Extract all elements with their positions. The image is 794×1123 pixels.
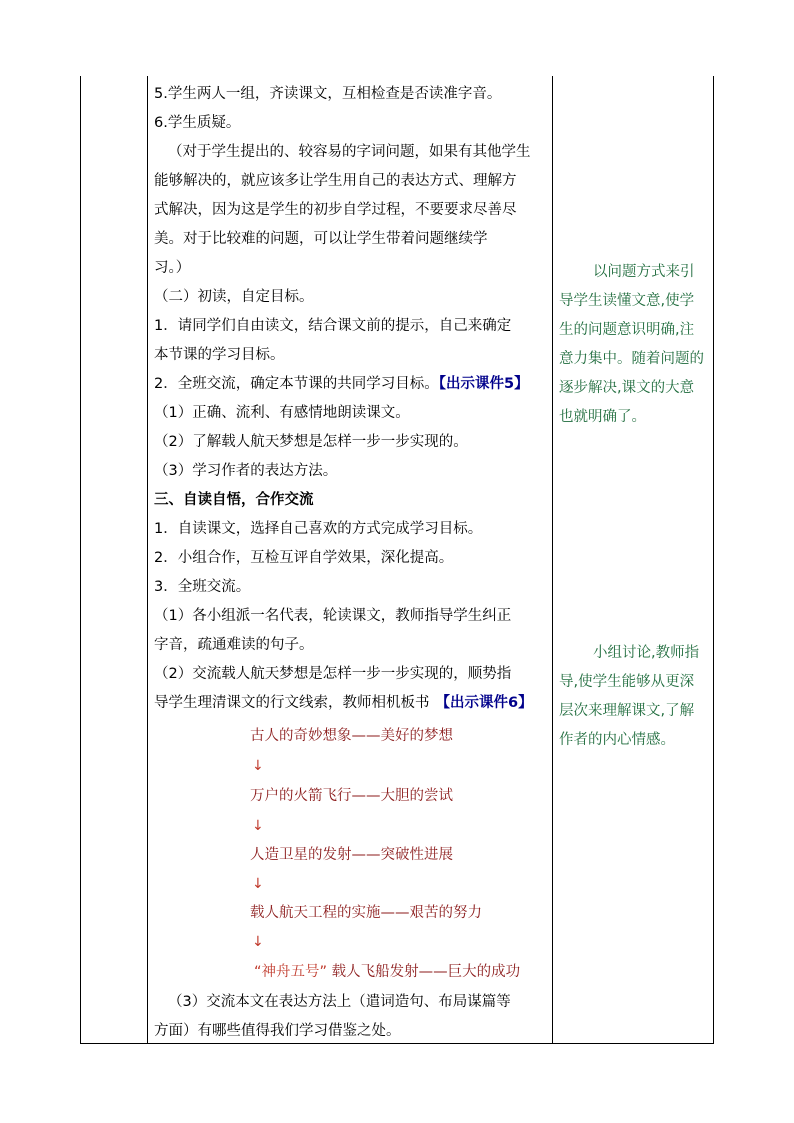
note-line: 生的问题意识明确,注 <box>559 322 695 338</box>
goal-item: （3）学习作者的表达方法。 <box>154 463 338 479</box>
text-line: 2．小组合作，互检互评自学效果，深化提高。 <box>154 550 454 566</box>
text-line: 方面）有哪些值得我们学习借鉴之处。 <box>154 1023 401 1039</box>
text-span: 2．全班交流，确定本节课的共同学习目标。 <box>154 376 439 392</box>
text-line <box>154 370 529 399</box>
shenzhou-quote: “神舟五号” <box>254 964 328 980</box>
goal-item: （1）正确、流利、有感情地朗读课文。 <box>154 405 410 421</box>
text-line: 6.学生质疑。 <box>154 115 241 131</box>
note-block-1 <box>559 258 713 432</box>
flow-arrow: ↓ <box>252 876 264 892</box>
flow-step: 人造卫星的发射——突破性进展 <box>250 847 453 863</box>
note-line: 以问题方式来引 <box>593 264 695 280</box>
note-line: 导,使学生能够从更深 <box>559 674 695 690</box>
note-line: 也就明确了。 <box>559 409 646 425</box>
text-line: （2）交流载人航天梦想是怎样一步一步实现的，顺势指 <box>154 666 512 682</box>
note-line: 逐步解决,课文的大意 <box>559 380 695 396</box>
text-line: 5.学生两人一组，齐读课文，互相检查是否读准字音。 <box>154 86 502 102</box>
text-line: 1．自读课文，选择自己喜欢的方式完成学习目标。 <box>154 521 483 537</box>
text-line: 字音，疏通难读的句子。 <box>154 637 314 653</box>
note-line: 小组讨论,教师指 <box>593 645 700 661</box>
text-line: 能够解决的，就应该多让学生用自己的表达方式、理解方 <box>154 173 517 189</box>
subsection-heading: （二）初读，自定目标。 <box>154 289 314 305</box>
table-right-border <box>713 76 714 1044</box>
text-line: （对于学生提出的、较容易的字词问题，如果有其他学生 <box>168 144 531 160</box>
text-line: 1．请同学们自由读文，结合课文前的提示，自己来确定 <box>154 318 512 334</box>
note-line: 导学生读懂文意,使学 <box>559 293 695 309</box>
note-line: 意力集中。随着问题的 <box>559 351 704 367</box>
text-span: 导学生理清课文的行文线索，教师相机板书 <box>154 695 430 711</box>
note-line: 作者的内心情感。 <box>559 732 675 748</box>
courseware-tag: 【出示课件5】 <box>438 376 529 392</box>
text-line: （3）交流本文在表达方法上（遣词造句、布局谋篇等 <box>168 994 511 1010</box>
flow-arrow: ↓ <box>252 758 264 774</box>
flow-arrow: ↓ <box>252 818 264 834</box>
note-block-2 <box>559 639 713 755</box>
flow-step: 万户的火箭飞行——大胆的尝试 <box>250 788 453 804</box>
flow-arrow: ↓ <box>252 934 264 950</box>
text-line: 本节课的学习目标。 <box>154 347 285 363</box>
flow-step: 古人的奇妙想象——美好的梦想 <box>250 728 453 744</box>
flow-step <box>254 958 520 987</box>
section-heading: 三、自读自悟，合作交流 <box>154 492 314 508</box>
table-bottom-border <box>80 1043 714 1044</box>
note-line: 层次来理解课文,了解 <box>559 703 695 719</box>
table-left-border <box>80 76 81 1044</box>
courseware-tag: 【出示课件6】 <box>435 695 533 711</box>
goal-item: （2）了解载人航天梦想是怎样一步一步实现的。 <box>154 434 468 450</box>
text-line: 美。对于比较难的问题，可以让学生带着问题继续学 <box>154 231 488 247</box>
flow-step: 载人航天工程的实施——艰苦的努力 <box>250 905 482 921</box>
text-line <box>154 689 533 718</box>
flow-text: 载人飞船发射——巨大的成功 <box>331 964 521 980</box>
design-notes-cell <box>553 76 713 1042</box>
text-line: 习。） <box>154 260 191 276</box>
lesson-content-cell <box>148 76 552 1042</box>
text-line: （1）各小组派一名代表，轮读课文，教师指导学生纠正 <box>154 608 512 624</box>
text-line: 3．全班交流。 <box>154 579 251 595</box>
text-line: 式解决，因为这是学生的初步自学过程，不要要求尽善尽 <box>154 202 517 218</box>
